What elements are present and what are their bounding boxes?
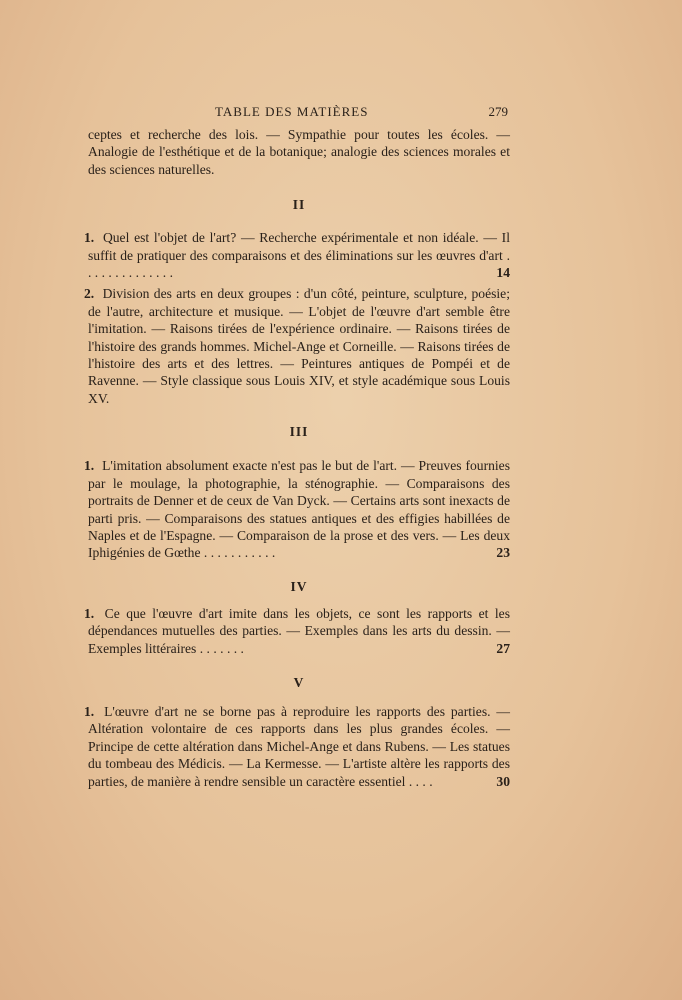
leader-dots: . . . . . . . . . . . . . . bbox=[88, 247, 510, 281]
intro-paragraph: ceptes et recherche des lois. — Sympathie pour toutes les écoles. — Analogie de l'esthétique et de la botanique; analogie des sciences morales et des sciences naturelles. bbox=[88, 127, 510, 177]
entry-text: Division des arts en deux groupes : d'un côté, peinture, sculpture, poésie; de l'autre, architecture et musique. — L'objet de l'œuvre d'art semble être l'imitation. — Raisons tirées de l'expérience ordinaire. — Raisons tirées de l'histoire des grands hommes. Michel-Ange et Corneille. — Raisons tirées de l'histoire des arts et des lettres. — Peintures antiques de Pompéi et de Ravenne. — Style classique sous Louis XIV, et style académique sous Louis XV. bbox=[88, 286, 510, 406]
entry-number: 1. bbox=[84, 230, 95, 246]
entry-page: 14 bbox=[496, 265, 510, 281]
section-heading-II: II bbox=[292, 197, 306, 213]
toc-entry bbox=[84, 229, 510, 281]
book-page bbox=[84, 104, 511, 790]
entry-number: 1. bbox=[84, 605, 95, 621]
entry-number: 1. bbox=[84, 703, 95, 719]
entry-number: 2. bbox=[84, 286, 95, 302]
section-heading-V: V bbox=[293, 674, 305, 690]
leader-dots: . . . . . . . . . . . bbox=[203, 545, 276, 561]
entry-text: L'imitation absolument exacte n'est pas le but de l'art. — Preuves fournies par le moulage, la photographie, la sténographie. — Comparaisons des portraits de Denner et de ceux de Van Dyck. — Certains arts sont inexacts de parti pris. — Comparaisons des statues antiques et des effigies habillées de Naples et de l'Espagne. — Comparaison de la prose et des vers. — Les deux Iphigénies de Gœthe bbox=[88, 458, 510, 561]
entry-number: 1. bbox=[84, 458, 95, 474]
running-header bbox=[88, 104, 510, 126]
toc-entry bbox=[84, 457, 510, 561]
toc-entry bbox=[84, 703, 511, 790]
header-page-number: 279 bbox=[488, 104, 508, 119]
section-heading-IV: IV bbox=[290, 578, 308, 594]
entry-text: Quel est l'objet de l'art? — Recherche expérimentale et non idéale. — Il suffit de pratiquer des comparaisons et des éliminations sur les œuvres d'art bbox=[88, 230, 510, 263]
toc-entry bbox=[84, 285, 510, 407]
entry-page: 30 bbox=[496, 773, 510, 789]
entry-text: Ce que l'œuvre d'art imite dans les objets, ce sont les rapports et les dépendances mutuelles des parties. — Exemples dans les arts du dessin. — Exemples littéraires bbox=[88, 605, 511, 656]
section-heading-III: III bbox=[289, 424, 309, 440]
toc-entry bbox=[84, 605, 511, 657]
entry-page: 23 bbox=[496, 545, 510, 561]
header-title: TABLE DES MATIÈRES bbox=[215, 104, 369, 119]
entry-text: L'œuvre d'art ne se borne pas à reproduire les rapports des parties. — Altération volontaire de ces rapports dans les plus grandes écoles. — Principe de cette altération dans Michel-Ange et dans Rubens. — Les statues du tombeau des Médicis. — La Kermesse. — L'artiste altère les rapports des parties, de manière à rendre sensible un caractère essentiel bbox=[88, 703, 511, 789]
entry-page: 27 bbox=[496, 640, 510, 656]
leader-dots: . . . . bbox=[408, 773, 433, 789]
leader-dots: . . . . . . . bbox=[199, 640, 244, 656]
